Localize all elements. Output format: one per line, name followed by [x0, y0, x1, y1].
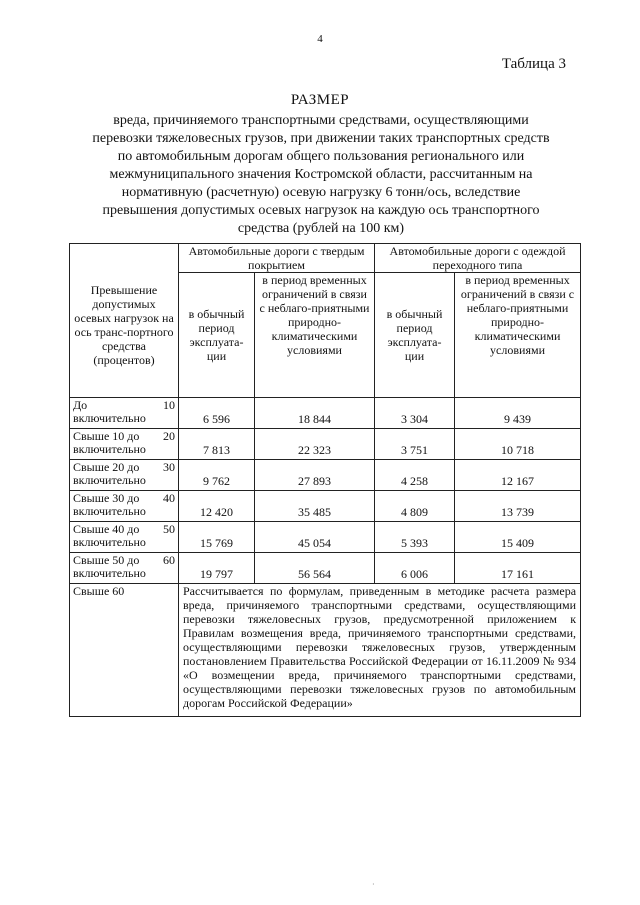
- row-label: Свыше 20 до 30 включительно: [70, 460, 179, 491]
- table-row: [70, 460, 581, 491]
- table-label: Таблица 3: [501, 56, 566, 72]
- table-row: [70, 429, 581, 460]
- cell-hard-restriction: 56 564: [255, 553, 375, 584]
- cell-trans-normal: 3 304: [375, 398, 455, 429]
- page-number: 4: [317, 33, 323, 45]
- row-label: Свыше 50 до 60 включительно: [70, 553, 179, 584]
- header-trans-restriction-period: в период временных ограничений в связи с неблаго-приятными природно-климатическими условиями: [455, 273, 581, 398]
- document-title: РАЗМЕР: [290, 92, 350, 108]
- cell-trans-restriction: 13 739: [455, 491, 581, 522]
- header-hard-normal-period: в обычный период эксплуата-ции: [179, 273, 255, 398]
- cell-hard-normal: 19 797: [179, 553, 255, 584]
- cell-hard-restriction: 18 844: [255, 398, 375, 429]
- cell-hard-normal: 12 420: [179, 491, 255, 522]
- cell-hard-restriction: 45 054: [255, 522, 375, 553]
- header-group-hard-surface: Автомобильные дороги с твердым покрытием: [179, 244, 375, 273]
- cell-trans-restriction: 17 161: [455, 553, 581, 584]
- header-group-transitional-surface: Автомобильные дороги с одеждой переходного типа: [375, 244, 581, 273]
- document-subtitle: вреда, причиняемого транспортными средствами, осуществляющими перевозки тяжеловесных грузов, при движении таких транспортных средств по автомобильным дорогам общего пользования регионального или межмуниципального значения Костромской области, рассчитанным на нормативную (расчетную) осевую нагрузку 6 тонн/ось, вследствие превышения допустимых осевых нагрузок на каждую ось транспортного средства (рублей на 100 км): [92, 113, 550, 236]
- table-row-last: [70, 584, 581, 717]
- cell-hard-normal: 15 769: [179, 522, 255, 553]
- cell-hard-normal: 6 596: [179, 398, 255, 429]
- table-row: [70, 491, 581, 522]
- header-excess: Превышение допустимых осевых нагрузок на ось транс-портного средства (процентов): [70, 244, 179, 398]
- header-trans-normal-period: в обычный период эксплуата-ции: [375, 273, 455, 398]
- cell-hard-restriction: 35 485: [255, 491, 375, 522]
- cell-trans-restriction: 9 439: [455, 398, 581, 429]
- row-label: До 10 включительно: [70, 398, 179, 429]
- row-label: Свыше 40 до 50 включительно: [70, 522, 179, 553]
- table-row: [70, 398, 581, 429]
- row-label: Свыше 30 до 40 включительно: [70, 491, 179, 522]
- cell-hard-restriction: 27 893: [255, 460, 375, 491]
- cell-trans-normal: 6 006: [375, 553, 455, 584]
- row-label: Свыше 10 до 20 включительно: [70, 429, 179, 460]
- cell-trans-restriction: 12 167: [455, 460, 581, 491]
- damage-rates-table: [69, 243, 581, 717]
- table-row: [70, 553, 581, 584]
- cell-trans-normal: 5 393: [375, 522, 455, 553]
- cell-hard-normal: 7 813: [179, 429, 255, 460]
- cell-trans-normal: 4 258: [375, 460, 455, 491]
- row-label: Свыше 60: [70, 584, 179, 717]
- calculation-note: Рассчитывается по формулам, приведенным в методике расчета размера вреда, причиняемого транспортными средствами, осуществляющими перевозки тяжеловесных грузов, предусмотренной приложением к Правилам возмещения вреда, причиняемого транспортными средствами, осуществляющими перевозки тяжеловесных грузов, утвержденным постановлением Правительства Российской Федерации от 16.11.2009 № 934 «О возмещении вреда, причиняемого транспортными средствами, осуществляющими перевозки тяжеловесных грузов по автомобильным дорогам Российской Федерации»: [179, 584, 581, 717]
- cell-hard-restriction: 22 323: [255, 429, 375, 460]
- header-hard-restriction-period: в период временных ограничений в связи с неблаго-приятными природно-климатическими условиями: [255, 273, 375, 398]
- cell-hard-normal: 9 762: [179, 460, 255, 491]
- cell-trans-restriction: 15 409: [455, 522, 581, 553]
- scan-mark: ·: [372, 880, 375, 889]
- table-row: [70, 522, 581, 553]
- cell-trans-restriction: 10 718: [455, 429, 581, 460]
- cell-trans-normal: 4 809: [375, 491, 455, 522]
- cell-trans-normal: 3 751: [375, 429, 455, 460]
